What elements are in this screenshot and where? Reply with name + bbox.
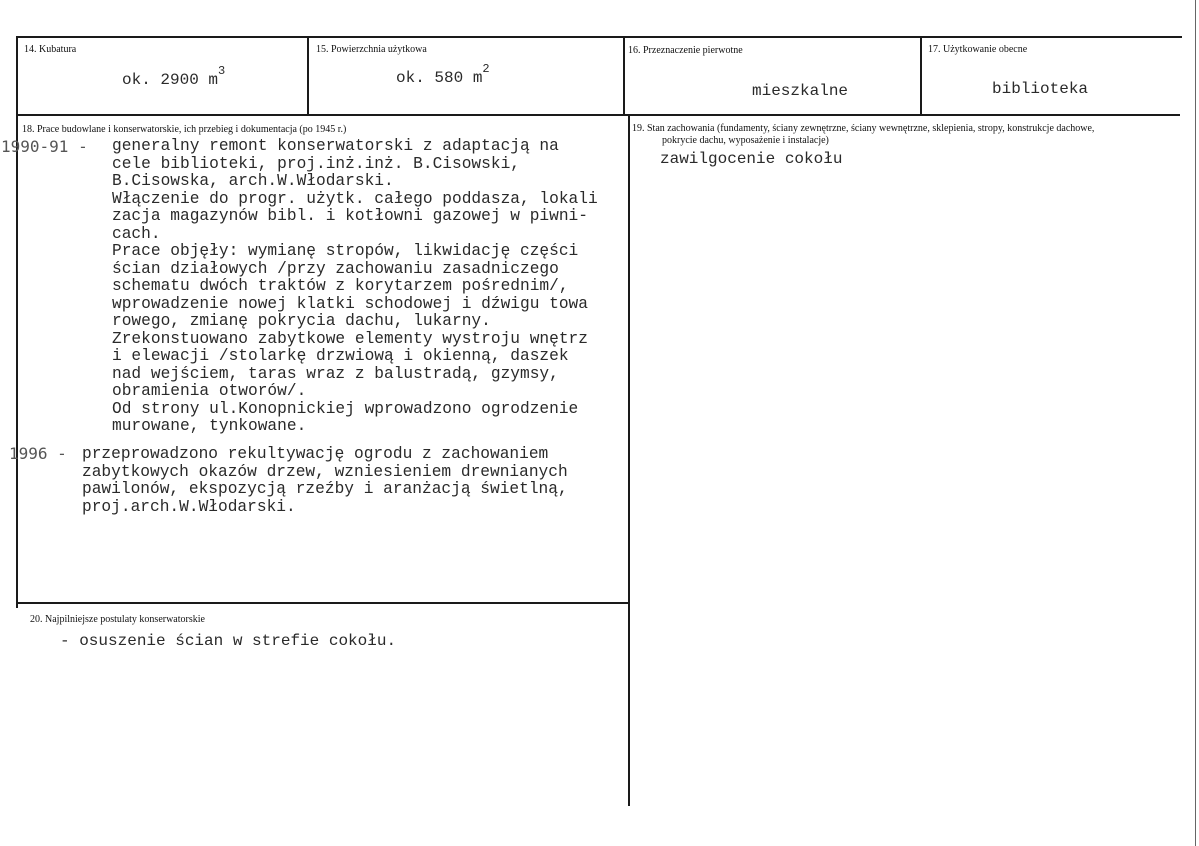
prace-year-1996: 1996 -: [9, 444, 67, 463]
przeznaczenie-value: mieszkalne: [752, 82, 849, 100]
postulaty-value: - osuszenie ścian w strefie cokołu.: [60, 632, 397, 650]
kubatura-value: ok. 2900 $m^3$: [122, 64, 226, 89]
right-edge-line: [1195, 0, 1196, 846]
prace-1990-line: generalny remont konserwatorski z adaptacją na: [112, 137, 559, 155]
stan-label: 19. Stan zachowania (fundamenty, ściany zewnętrzne, ściany wewnętrzne, sklepienia, stropy, konstrukcje dachowe,: [632, 123, 1095, 134]
prace-label: 18. Prace budowlane i konserwatorskie, ich przebieg i dokumentacja (po 1945 r.): [22, 124, 347, 135]
prace-1990-line: i elewacji /stolarkę drzwiową i okienną, daszek: [112, 347, 569, 365]
divider-15-16: [623, 36, 625, 116]
left-border-line: [16, 36, 18, 608]
prace-1990-line: Włączenie do progr. użytk. całego poddasza, lokali: [112, 189, 598, 208]
przeznaczenie-label: 16. Przeznaczenie pierwotne: [628, 45, 743, 56]
prace-1990-line: ścian działowych /przy zachowaniu zasadniczego: [112, 259, 559, 278]
prace-1996-line: przeprowadzono rekultywację ogrodu z zachowaniem: [82, 445, 549, 463]
top-border-line: [16, 36, 1182, 38]
prace-1990-line: Zrekonstuowano zabytkowe elementy wystroju wnętrz: [112, 329, 588, 348]
prace-1990-line: cele biblioteki, proj.inż.inż. B.Cisowski,: [112, 154, 520, 173]
powierzchnia-label: 15. Powierzchnia użytkowa: [316, 44, 427, 55]
stan-value: zawilgocenie cokołu: [660, 150, 843, 168]
prace-1990-line: zacja magazynów bibl. i kotłowni gazowej w piwni-: [112, 207, 588, 225]
prace-1990-line: cach.: [112, 224, 161, 243]
prace-1990-line: Prace objęły: wymianę stropów, likwidację części: [112, 242, 579, 260]
prace-year-1990: 1990-91 -: [1, 137, 88, 156]
divider-14-15: [307, 36, 309, 116]
prace-1990-line: rowego, zmianę pokrycia dachu, lukarny.: [112, 312, 491, 330]
prace-entry-1990-text: [112, 138, 598, 436]
stan-label-line2: pokrycie dachu, wyposażenie i instalacje): [662, 135, 829, 146]
prace-1990-line: wprowadzenie nowej klatki schodowej i dźwigu towa: [112, 294, 588, 313]
prace-1990-line: nad wejściem, taras wraz z balustradą, gzymsy,: [112, 364, 559, 383]
prace-1996-line: pawilonów, ekspozycją rzeźby i aranżacją świetlną,: [82, 480, 568, 498]
prace-1990-line: Od strony ul.Konopnickiej wprowadzono ogrodzenie: [112, 399, 579, 418]
prace-1996-line: proj.arch.W.Włodarski.: [82, 497, 296, 516]
prace-1990-line: schematu dwóch traktów z korytarzem pośrednim/,: [112, 277, 569, 295]
prace-1990-line: murowane, tynkowane.: [112, 417, 307, 435]
postulaty-label: 20. Najpilniejsze postulaty konserwatorskie: [30, 614, 205, 625]
section-18-bottom-line: [16, 602, 630, 604]
header-row-bottom-line: [16, 114, 1180, 116]
divider-18-19: [628, 114, 630, 806]
prace-1996-line: zabytkowych okazów drzew, wzniesieniem drewnianych: [82, 462, 568, 481]
kubatura-label: 14. Kubatura: [24, 44, 77, 55]
prace-1990-line: obramienia otworów/.: [112, 382, 307, 400]
divider-16-17: [920, 36, 922, 116]
uzytkowanie-label: 17. Użytkowanie obecne: [928, 44, 1028, 55]
uzytkowanie-value: biblioteka: [992, 80, 1089, 98]
prace-entry-1996-text: [82, 446, 568, 516]
powierzchnia-value: ok. 580 $m^2$: [396, 62, 490, 87]
prace-1990-line: B.Cisowska, arch.W.Włodarski.: [112, 172, 394, 190]
